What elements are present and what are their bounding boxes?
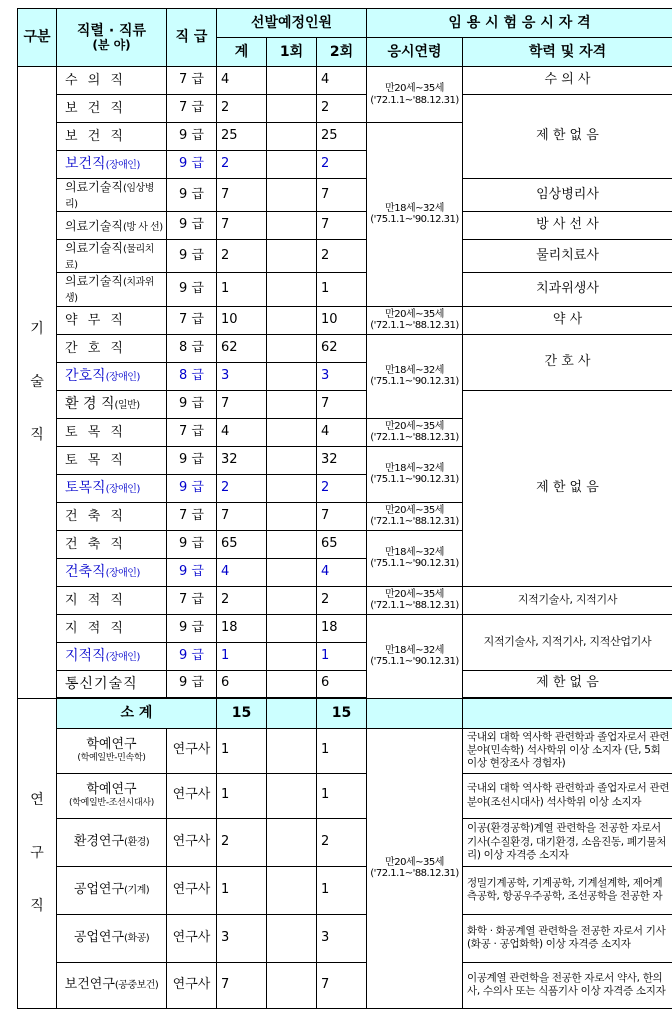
age-cell: 만18세~32세 ('75.1.1~'90.12.31) [367, 446, 463, 502]
education-cell: 이공계열 관련학을 전공한 자로서 약사, 한의사, 수의사 또는 식품기사 이상 자격증 소지자 [463, 962, 672, 1008]
grade-cell: 연구사 [167, 866, 217, 914]
age-cell: 만20세~35세 ('72.1.1~'88.12.31) [367, 306, 463, 334]
round1-cell [267, 530, 317, 558]
grade-cell: 9 급 [167, 273, 217, 306]
grade-cell: 연구사 [167, 914, 217, 962]
round1-cell [267, 390, 317, 418]
round1-cell [267, 240, 317, 273]
grade-cell: 9 급 [167, 670, 217, 698]
header-gubun: 구분 [18, 9, 57, 67]
grade-cell: 8 급 [167, 334, 217, 362]
total-cell: 7 [217, 212, 267, 240]
education-cell: 방 사 선 사 [463, 212, 672, 240]
education-cell: 이공(환경공학)계열 관련학을 전공한 자로서 기사(수질환경, 대기환경, 소음진동, 폐기물처리) 이상 자격증 소지자 [463, 818, 672, 866]
round1-cell [267, 586, 317, 614]
round2-cell: 3 [317, 362, 367, 390]
grade-cell: 9 급 [167, 212, 217, 240]
round2-cell: 18 [317, 614, 367, 642]
total-cell: 2 [217, 240, 267, 273]
total-cell: 7 [217, 962, 267, 1008]
subtotal-label: 소 계 [57, 698, 217, 728]
recruitment-table [17, 8, 672, 1009]
round1-cell [267, 728, 317, 773]
round1-cell [267, 642, 317, 670]
position-cell: 지 적 직 [57, 614, 167, 642]
position-cell: 간 호 직 [57, 334, 167, 362]
total-cell: 1 [217, 642, 267, 670]
total-cell: 7 [217, 179, 267, 212]
round1-cell [267, 818, 317, 866]
header-qualification: 임 용 시 험 응 시 자 격 [367, 9, 672, 38]
header-total: 계 [217, 38, 267, 67]
position-cell: 의료기술직(임상병리) [57, 179, 167, 212]
round1-cell [267, 418, 317, 446]
grade-cell: 9 급 [167, 240, 217, 273]
round2-cell: 2 [317, 586, 367, 614]
grade-cell: 연구사 [167, 728, 217, 773]
total-cell: 7 [217, 502, 267, 530]
age-cell: 만18세~32세 ('75.1.1~'90.12.31) [367, 123, 463, 307]
age-cell: 만20세~35세 ('72.1.1~'88.12.31) [367, 502, 463, 530]
round1-cell [267, 273, 317, 306]
position-cell: 간호직(장애인) [57, 362, 167, 390]
age-cell: 만18세~32세 ('75.1.1~'90.12.31) [367, 530, 463, 586]
position-cell: 건 축 직 [57, 502, 167, 530]
round2-cell: 1 [317, 642, 367, 670]
education-cell: 제 한 없 음 [463, 95, 672, 179]
education-cell: 화학 · 화공계열 관련학을 전공한 자로서 기사(화공 · 공업화학) 이상 자격증 소지자 [463, 914, 672, 962]
total-cell: 1 [217, 773, 267, 818]
position-cell: 공업연구(화공) [57, 914, 167, 962]
round2-cell: 2 [317, 95, 367, 123]
grade-cell: 9 급 [167, 474, 217, 502]
age-cell: 만20세~35세 ('72.1.1~'88.12.31) [367, 586, 463, 614]
position-cell: 의료기술직(방 사 선) [57, 212, 167, 240]
round1-cell [267, 212, 317, 240]
total-cell: 25 [217, 123, 267, 151]
round2-cell: 7 [317, 179, 367, 212]
round2-cell: 4 [317, 418, 367, 446]
position-cell: 통신기술직 [57, 670, 167, 698]
header-age: 응시연령 [367, 38, 463, 67]
grade-cell: 7 급 [167, 502, 217, 530]
total-cell: 1 [217, 728, 267, 773]
total-cell: 4 [217, 67, 267, 95]
header-education: 학력 및 자격 [463, 38, 672, 67]
education-cell: 국내외 대학 역사학 관련학과 졸업자로서 관련분야(조선시대사) 석사학위 이상 소지자 [463, 773, 672, 818]
total-cell: 7 [217, 390, 267, 418]
round1-cell [267, 123, 317, 151]
grade-cell: 9 급 [167, 446, 217, 474]
total-cell: 18 [217, 614, 267, 642]
subtotal-round1 [267, 698, 317, 728]
position-cell: 의료기술직(치과위생) [57, 273, 167, 306]
round2-cell: 7 [317, 390, 367, 418]
total-cell: 2 [217, 586, 267, 614]
header-round2: 2회 [317, 38, 367, 67]
total-cell: 2 [217, 474, 267, 502]
round2-cell: 3 [317, 914, 367, 962]
header-grade: 직 급 [167, 9, 217, 67]
education-cell: 정밀기계공학, 기계공학, 기계설계학, 제어계측공학, 항공우주공학, 조선공학을 전공한 자 [463, 866, 672, 914]
total-cell: 32 [217, 446, 267, 474]
position-cell: 학예연구 (학예일반-조선시대사) [57, 773, 167, 818]
round1-cell [267, 95, 317, 123]
header-position: 직렬 · 직류 (분 야) [57, 9, 167, 67]
grade-cell: 9 급 [167, 123, 217, 151]
position-cell: 환 경 직(일반) [57, 390, 167, 418]
education-cell: 물리치료사 [463, 240, 672, 273]
round2-cell: 1 [317, 728, 367, 773]
round1-cell [267, 502, 317, 530]
round1-cell [267, 151, 317, 179]
round2-cell: 7 [317, 212, 367, 240]
round2-cell: 25 [317, 123, 367, 151]
position-cell: 학예연구 (학예일반-민속학) [57, 728, 167, 773]
total-cell: 6 [217, 670, 267, 698]
total-cell: 65 [217, 530, 267, 558]
grade-cell: 9 급 [167, 530, 217, 558]
total-cell: 2 [217, 95, 267, 123]
round1-cell [267, 773, 317, 818]
position-cell: 토 목 직 [57, 418, 167, 446]
round2-cell: 2 [317, 474, 367, 502]
grade-cell: 7 급 [167, 586, 217, 614]
grade-cell: 연구사 [167, 818, 217, 866]
total-cell: 1 [217, 866, 267, 914]
position-cell: 토목직(장애인) [57, 474, 167, 502]
position-cell: 지 적 직 [57, 586, 167, 614]
recruitment-table-container [17, 8, 672, 1009]
round2-cell: 1 [317, 773, 367, 818]
grade-cell: 9 급 [167, 558, 217, 586]
position-cell: 의료기술직(물리치료) [57, 240, 167, 273]
grade-cell: 7 급 [167, 67, 217, 95]
round1-cell [267, 334, 317, 362]
round1-cell [267, 362, 317, 390]
grade-cell: 7 급 [167, 306, 217, 334]
round1-cell [267, 866, 317, 914]
round2-cell: 1 [317, 273, 367, 306]
round2-cell: 4 [317, 67, 367, 95]
education-cell: 국내외 대학 역사학 관련학과 졸업자로서 관련분야(민속학) 석사학위 이상 소지자 (단, 5회 이상 현장조사 경험자) [463, 728, 672, 773]
round2-cell: 6 [317, 670, 367, 698]
round1-cell [267, 67, 317, 95]
round1-cell [267, 446, 317, 474]
total-cell: 4 [217, 418, 267, 446]
education-cell: 간 호 사 [463, 334, 672, 390]
round1-cell [267, 474, 317, 502]
grade-cell: 9 급 [167, 390, 217, 418]
position-cell: 수 의 직 [57, 67, 167, 95]
grade-cell: 9 급 [167, 179, 217, 212]
position-cell: 환경연구(환경) [57, 818, 167, 866]
round1-cell [267, 962, 317, 1008]
position-cell: 보건직(장애인) [57, 151, 167, 179]
position-cell: 보 건 직 [57, 95, 167, 123]
subtotal-total: 15 [217, 698, 267, 728]
position-cell: 보건연구(공중보건) [57, 962, 167, 1008]
position-cell: 공업연구(기계) [57, 866, 167, 914]
age-cell: 만18세~32세 ('75.1.1~'90.12.31) [367, 614, 463, 698]
round2-cell: 2 [317, 151, 367, 179]
grade-cell: 9 급 [167, 151, 217, 179]
grade-cell: 8 급 [167, 362, 217, 390]
total-cell: 62 [217, 334, 267, 362]
total-cell: 3 [217, 914, 267, 962]
grade-cell: 연구사 [167, 962, 217, 1008]
round2-cell: 32 [317, 446, 367, 474]
grade-cell: 9 급 [167, 642, 217, 670]
education-cell: 제 한 없 음 [463, 670, 672, 698]
round1-cell [267, 914, 317, 962]
round2-cell: 1 [317, 866, 367, 914]
total-cell: 2 [217, 151, 267, 179]
subtotal-round2: 15 [317, 698, 367, 728]
round1-cell [267, 179, 317, 212]
position-cell: 지적직(장애인) [57, 642, 167, 670]
round2-cell: 2 [317, 240, 367, 273]
age-cell: 만20세~35세 ('72.1.1~'88.12.31) [367, 728, 463, 1008]
position-cell: 토 목 직 [57, 446, 167, 474]
round2-cell: 7 [317, 962, 367, 1008]
round1-cell [267, 558, 317, 586]
total-cell: 10 [217, 306, 267, 334]
round1-cell [267, 670, 317, 698]
round2-cell: 2 [317, 818, 367, 866]
grade-cell: 연구사 [167, 773, 217, 818]
education-cell: 지적기술사, 지적기사 [463, 586, 672, 614]
position-cell: 건축직(장애인) [57, 558, 167, 586]
total-cell: 2 [217, 818, 267, 866]
header-round1: 1회 [267, 38, 317, 67]
grade-cell: 7 급 [167, 418, 217, 446]
position-cell: 보 건 직 [57, 123, 167, 151]
subtotal-age [367, 698, 463, 728]
position-cell: 건 축 직 [57, 530, 167, 558]
round2-cell: 65 [317, 530, 367, 558]
round1-cell [267, 306, 317, 334]
age-cell: 만20세~35세 ('72.1.1~'88.12.31) [367, 67, 463, 123]
header-planned: 선발예정인원 [217, 9, 367, 38]
age-cell: 만20세~35세 ('72.1.1~'88.12.31) [367, 418, 463, 446]
education-cell: 임상병리사 [463, 179, 672, 212]
subtotal-education [463, 698, 672, 728]
round2-cell: 7 [317, 502, 367, 530]
education-cell: 약 사 [463, 306, 672, 334]
education-cell: 치과위생사 [463, 273, 672, 306]
round2-cell: 62 [317, 334, 367, 362]
education-cell: 수 의 사 [463, 67, 672, 95]
position-cell: 약 무 직 [57, 306, 167, 334]
total-cell: 4 [217, 558, 267, 586]
round2-cell: 10 [317, 306, 367, 334]
education-cell: 제 한 없 음 [463, 390, 672, 586]
grade-cell: 9 급 [167, 614, 217, 642]
section-research: 연 구 직 [18, 698, 57, 1008]
round2-cell: 4 [317, 558, 367, 586]
total-cell: 3 [217, 362, 267, 390]
grade-cell: 7 급 [167, 95, 217, 123]
education-cell: 지적기술사, 지적기사, 지적산업기사 [463, 614, 672, 670]
section-technical: 기 술 직 [18, 67, 57, 699]
total-cell: 1 [217, 273, 267, 306]
round1-cell [267, 614, 317, 642]
age-cell: 만18세~32세 ('75.1.1~'90.12.31) [367, 334, 463, 418]
